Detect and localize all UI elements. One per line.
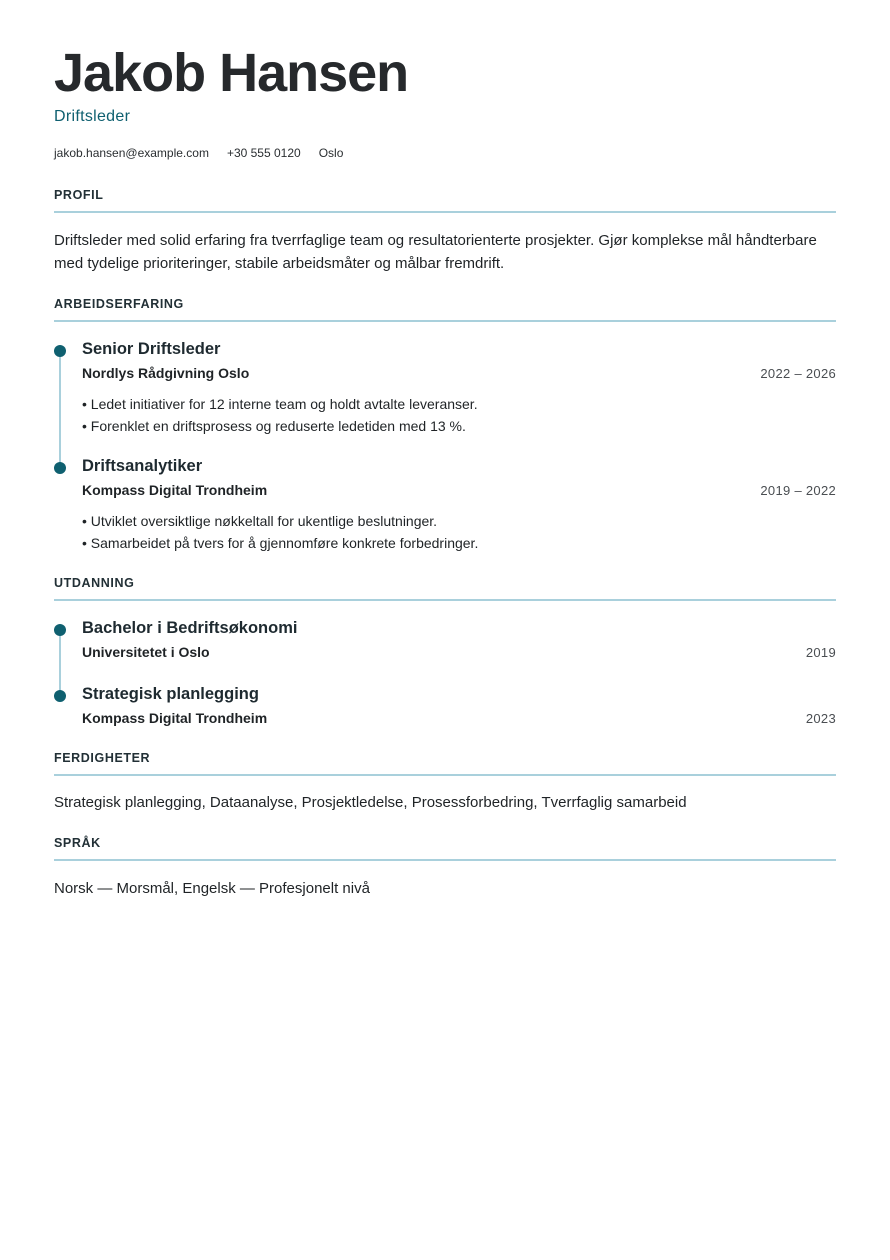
section-title: PROFIL bbox=[54, 188, 104, 202]
graduation-year: 2019 bbox=[805, 645, 836, 660]
section-title: UTDANNING bbox=[54, 576, 135, 590]
date-range: 2022 – 2026 bbox=[760, 366, 836, 381]
timeline-dot bbox=[54, 624, 66, 636]
section-divider bbox=[54, 211, 836, 213]
section-title: SPRÅK bbox=[54, 836, 101, 850]
candidate-name: Jakob Hansen bbox=[54, 43, 409, 103]
section-heading-experience bbox=[54, 297, 836, 311]
section-divider bbox=[54, 859, 836, 861]
degree-title: Strategisk planlegging bbox=[82, 685, 259, 703]
profile-text: Driftsleder med solid erfaring fra tverrfaglige team og resultatorienterte prosjekter. Gjør komplekse mål håndterbare med tydelige prioriteringer, stabile arbeidsmåter og målbar fremdrift. bbox=[54, 232, 817, 272]
timeline-dot bbox=[54, 690, 66, 702]
experience-timeline bbox=[54, 340, 836, 560]
achievement-item: • Samarbeidet på tvers for å gjennomføre konkrete forbedringer. bbox=[82, 532, 478, 554]
job-title: Senior Driftsleder bbox=[82, 340, 221, 358]
timeline-dot bbox=[54, 345, 66, 357]
experience-entry bbox=[54, 340, 836, 440]
contact-email[interactable]: jakob.hansen@example.com bbox=[54, 146, 209, 160]
section-heading-skills bbox=[54, 751, 836, 765]
section-divider bbox=[54, 320, 836, 322]
education-timeline bbox=[54, 619, 836, 739]
section-heading-education bbox=[54, 576, 836, 590]
institution: Kompass Digital Trondheim bbox=[82, 710, 268, 726]
skills-text: Strategisk planlegging, Dataanalyse, Prosjektledelse, Prosessforbedring, Tverrfaglig samarbeid bbox=[54, 794, 687, 811]
languages-text: Norsk — Morsmål, Engelsk — Profesjonelt nivå bbox=[54, 880, 370, 897]
institution: Universitetet i Oslo bbox=[82, 644, 210, 660]
section-divider bbox=[54, 774, 836, 776]
education-entry bbox=[54, 619, 836, 669]
section-heading-languages bbox=[54, 836, 836, 850]
degree-title: Bachelor i Bedriftsøkonomi bbox=[82, 619, 298, 637]
section-title: FERDIGHETER bbox=[54, 751, 151, 765]
experience-entry bbox=[54, 457, 836, 557]
education-entry bbox=[54, 685, 836, 735]
job-title: Driftsanalytiker bbox=[82, 457, 203, 475]
section-heading-profile bbox=[54, 188, 836, 202]
company: Kompass Digital Trondheim bbox=[82, 482, 268, 498]
candidate-role: Driftsleder bbox=[54, 108, 131, 125]
contact-city: Oslo bbox=[318, 146, 344, 160]
section-title: ARBEIDSERFARING bbox=[54, 297, 184, 311]
contact-phone[interactable]: +30 555 0120 bbox=[226, 146, 301, 160]
achievement-item: • Forenklet en driftsprosess og reduserte ledetiden med 13 %. bbox=[82, 415, 478, 437]
achievement-item: • Ledet initiativer for 12 interne team og holdt avtalte leveranser. bbox=[82, 393, 478, 415]
achievement-list bbox=[82, 510, 478, 554]
graduation-year: 2023 bbox=[805, 711, 836, 726]
company: Nordlys Rådgivning Oslo bbox=[82, 365, 250, 381]
date-range: 2019 – 2022 bbox=[760, 483, 836, 498]
achievement-list bbox=[82, 393, 478, 437]
section-divider bbox=[54, 599, 836, 601]
contact-line bbox=[54, 146, 343, 160]
achievement-item: • Utviklet oversiktlige nøkkeltall for ukentlige beslutninger. bbox=[82, 510, 478, 532]
timeline-dot bbox=[54, 462, 66, 474]
